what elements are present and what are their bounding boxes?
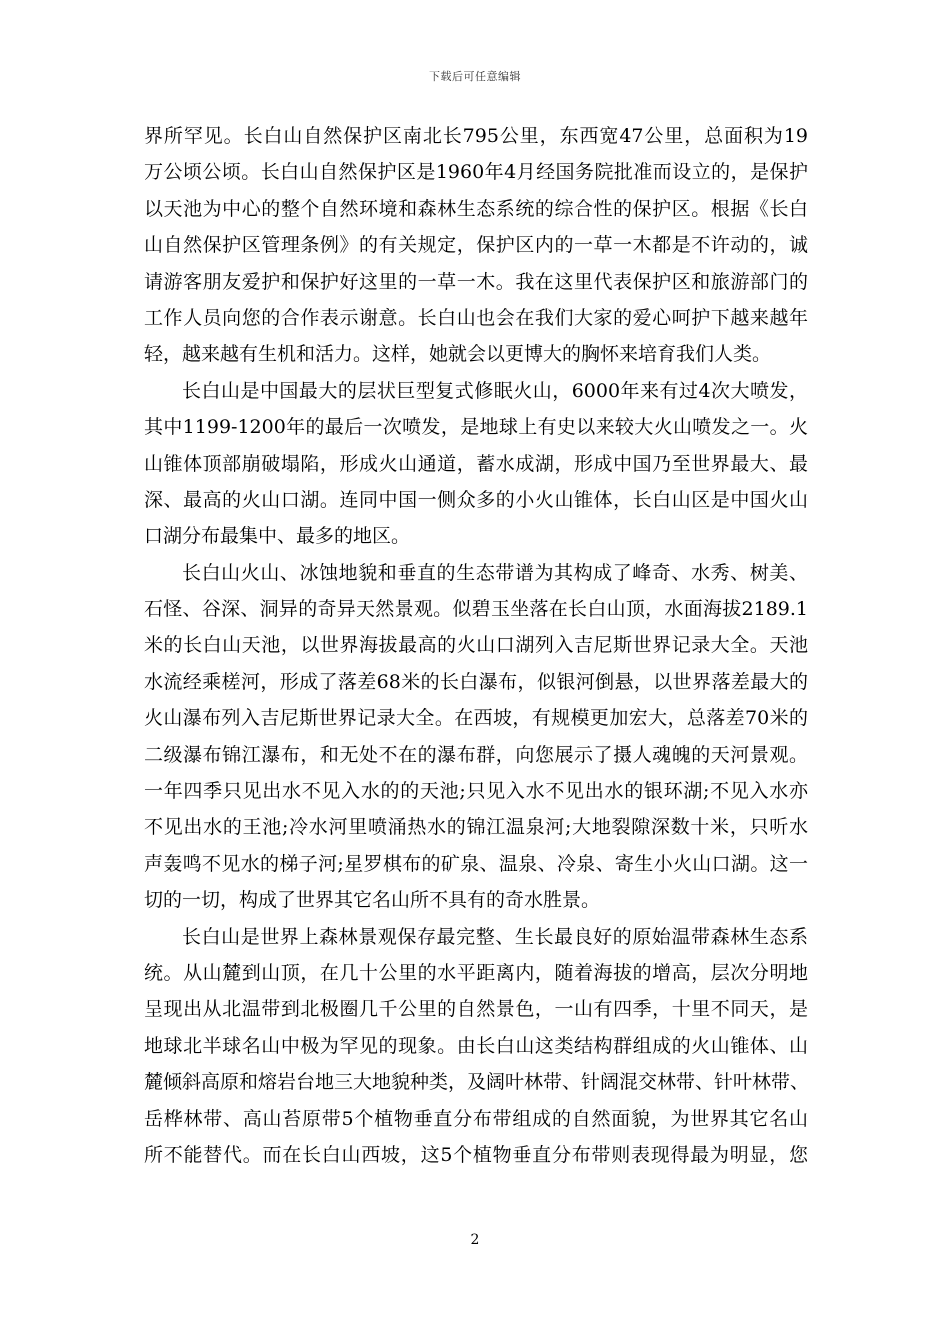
text-line: 请游客朋友爱护和保护好这里的一草一木。我在这里代表保护区和旅游部门的 [144, 270, 808, 293]
text-line: 地球北半球名山中极为罕见的现象。由长白山这类结构群组成的火山锥体、山 [144, 1034, 808, 1057]
text-line: 火山瀑布列入吉尼斯世界记录大全。在西坡，有规模更加宏大，总落差70米的 [144, 707, 808, 730]
text-line: 深、最高的火山口湖。连同中国一侧众多的小火山锥体，长白山区是中国火山 [144, 488, 808, 511]
text-line: 麓倾斜高原和熔岩台地三大地貌种类，及阔叶林带、针阔混交林带、针叶林带、 [144, 1071, 810, 1094]
text-line: 长白山是世界上森林景观保存最完整、生长最良好的原始温带森林生态系 [182, 925, 808, 948]
text-line: 长白山火山、冰蚀地貌和垂直的生态带谱为其构成了峰奇、水秀、树美、 [182, 561, 808, 584]
paragraph-1 [144, 118, 808, 373]
text-line: 米的长白山天池，以世界海拔最高的火山口湖列入吉尼斯世界记录大全。天池 [144, 634, 808, 657]
text-line: 石怪、谷深、洞异的奇异天然景观。似碧玉坐落在长白山顶，水面海拔2189.1 [144, 598, 808, 621]
text-line: 声轰鸣不见水的梯子河;星罗棋布的矿泉、温泉、冷泉、寄生小火山口湖。这一 [144, 852, 808, 875]
text-line: 长白山是中国最大的层状巨型复式修眠火山，6000年来有过4次大喷发， [182, 379, 808, 402]
text-line: 以天池为中心的整个自然环境和森林生态系统的综合性的保护区。根据《长白 [144, 197, 808, 220]
page-number: 2 [470, 1232, 480, 1248]
text-line: 工作人员向您的合作表示谢意。长白山也会在我们大家的爱心呵护下越来越年 [144, 306, 808, 329]
text-line: 二级瀑布锦江瀑布，和无处不在的瀑布群，向您展示了摄人魂魄的天河景观。 [144, 743, 808, 766]
text-line: 口湖分布最集中、最多的地区。 [144, 525, 411, 548]
text-line: 岳桦林带、高山苔原带5个植物垂直分布带组成的自然面貌，为世界其它名山 [144, 1107, 808, 1130]
text-line: 轻，越来越有生机和活力。这样，她就会以更博大的胸怀来培育我们人类。 [144, 343, 772, 366]
paragraph-4 [144, 919, 808, 1174]
text-line: 山自然保护区管理条例》的有关规定，保护区内的一草一木都是不许动的，诚 [144, 234, 808, 257]
text-line: 一年四季只见出水不见入水的的天池;只见入水不见出水的银环湖;不见入水亦 [144, 780, 808, 803]
text-line: 呈现出从北温带到北极圈几千公里的自然景色，一山有四季，十里不同天，是 [144, 998, 808, 1021]
paragraph-3 [144, 555, 808, 919]
paragraph-2 [144, 373, 808, 555]
text-line: 统。从山麓到山顶，在几十公里的水平距离内，随着海拔的增高，层次分明地 [144, 961, 808, 984]
text-line: 所不能替代。而在长白山西坡，这5个植物垂直分布带则表现得最为明显，您 [144, 1143, 808, 1166]
text-line: 界所罕见。长白山自然保护区南北长795公里，东西宽47公里，总面积为19 [144, 125, 808, 147]
text-line: 山锥体顶部崩破塌陷，形成火山通道，蓄水成湖，形成中国乃至世界最大、最 [144, 452, 808, 475]
text-line: 水流经乘槎河，形成了落差68米的长白瀑布，似银河倒悬，以世界落差最大的 [144, 670, 808, 693]
document-body [144, 118, 808, 1173]
text-line: 万公顷公顷。长白山自然保护区是1960年4月经国务院批准而设立的，是保护 [144, 161, 808, 184]
text-line: 其中1199-1200年的最后一次喷发，是地球上有史以来较大火山喷发之一。火 [144, 416, 808, 439]
text-line: 切的一切，构成了世界其它名山所不具有的奇水胜景。 [144, 889, 601, 912]
page-header: 下载后可任意编辑 [429, 70, 521, 83]
text-line: 不见出水的王池;冷水河里喷涌热水的锦江温泉河;大地裂隙深数十米，只听水 [144, 816, 808, 839]
